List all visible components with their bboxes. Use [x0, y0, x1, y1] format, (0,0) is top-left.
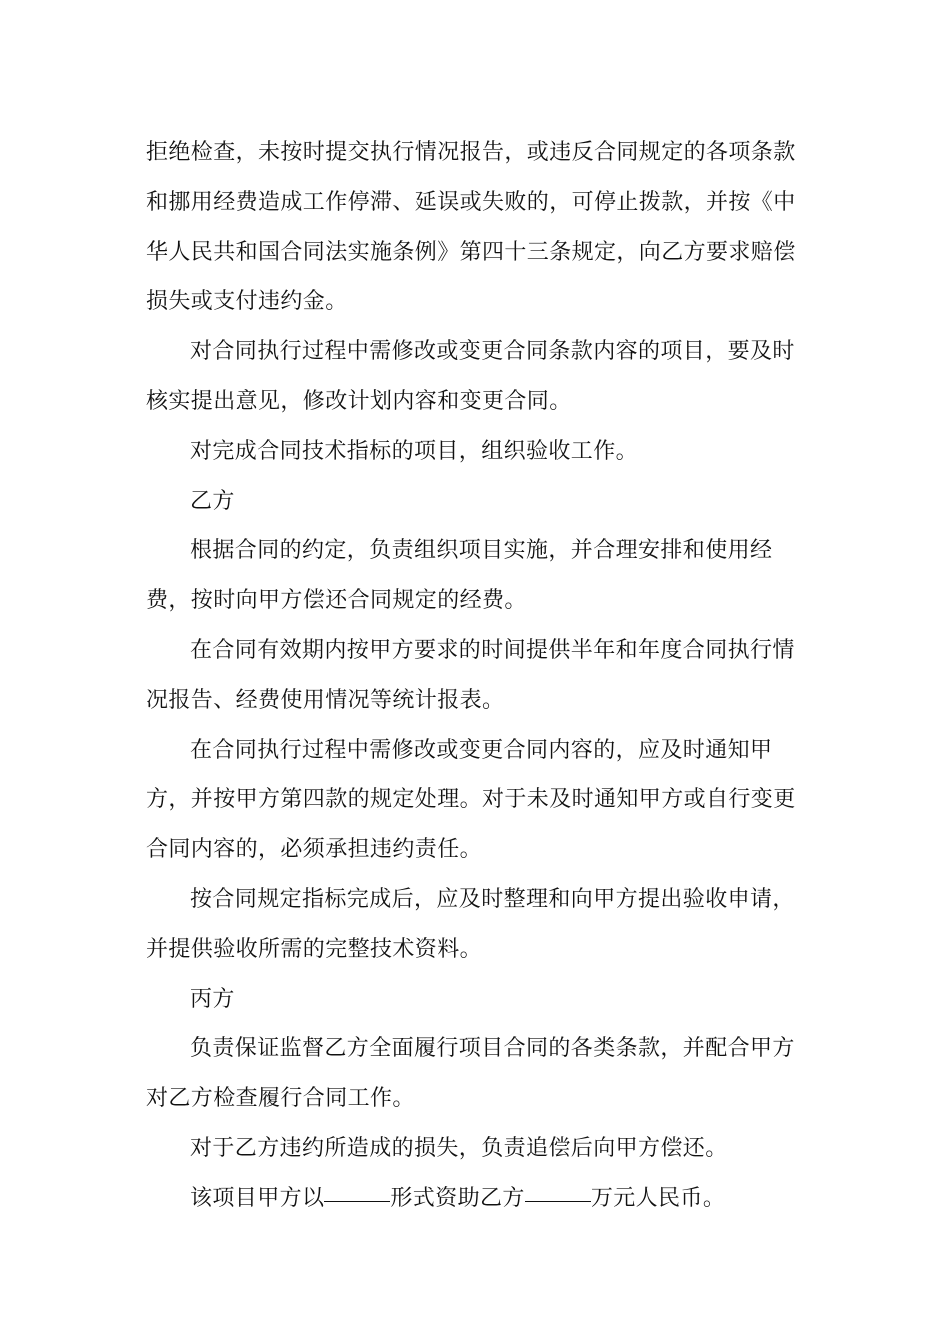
funding-sentence-part-3: 万元人民币。 [590, 1185, 726, 1211]
paragraph-7: 在合同执行过程中需修改或变更合同内容的，应及时通知甲方，并按甲方第四款的规定处理。对于未及时通知甲方或自行变更合同内容的，必须承担违约责任。 [146, 737, 796, 863]
section-heading-party-b: 乙方 [190, 488, 235, 514]
funding-form-blank [324, 1179, 390, 1202]
paragraph-5: 根据合同的约定，负责组织项目实施，并合理安排和使用经费，按时向甲方偿还合同规定的经费。 [146, 538, 773, 614]
paragraph-3: 对完成合同技术指标的项目，组织验收工作。 [190, 438, 639, 464]
funding-amount-blank [525, 1179, 591, 1202]
paragraph-6: 在合同有效期内按甲方要求的时间提供半年和年度合同执行情况报告、经费使用情况等统计报表。 [146, 637, 795, 713]
section-heading-party-c: 丙方 [190, 986, 235, 1012]
paragraph-1: 拒绝检查，未按时提交执行情况报告，或违反合同规定的各项条款和挪用经费造成工作停滞、延误或失败的，可停止拨款，并按《中华人民共和国合同法实施条例》第四十三条规定，向乙方要求赔偿损失或支付违约金。 [146, 140, 796, 315]
funding-sentence [146, 1174, 806, 1224]
paragraph-10: 负责保证监督乙方全面履行项目合同的各类条款，并配合甲方对乙方检查履行合同工作。 [146, 1036, 795, 1112]
paragraph-2: 对合同执行过程中需修改或变更合同条款内容的项目，要及时核实提出意见，修改计划内容和变更合同。 [146, 339, 795, 414]
funding-sentence-part-2: 形式资助乙方 [390, 1185, 525, 1211]
funding-sentence-part-1: 该项目甲方以 [190, 1185, 325, 1211]
paragraph-11: 对于乙方违约所造成的损失，负责追偿后向甲方偿还。 [190, 1135, 728, 1161]
document-body [146, 128, 806, 1224]
paragraph-8: 按合同规定指标完成后，应及时整理和向甲方提出验收申请，并提供验收所需的完整技术资料。 [146, 886, 795, 962]
